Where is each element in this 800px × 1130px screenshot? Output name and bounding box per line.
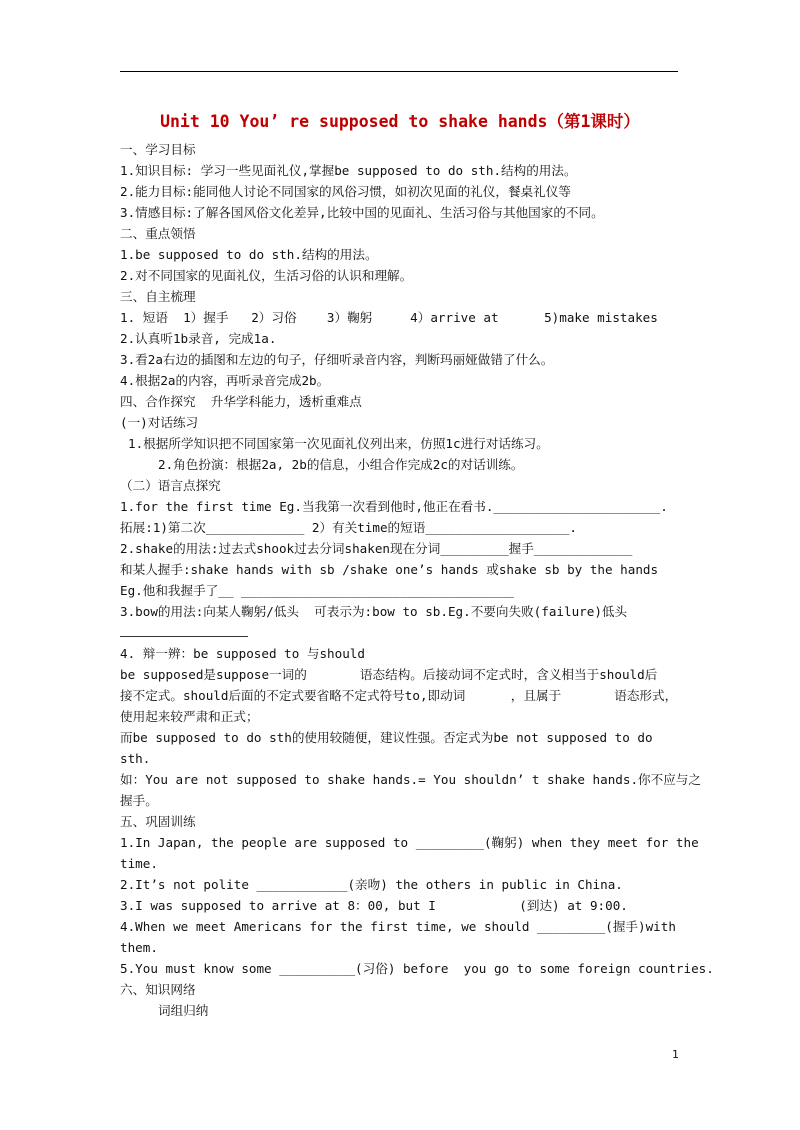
text-line: 接不定式。should后面的不定式要省略不定式符号to,即动词 ，且属于 语态形式， [120, 688, 678, 703]
exercise-line: them. [120, 940, 158, 955]
text-line: 握手。 [120, 793, 158, 808]
section-heading: 三、自主梳理 [120, 289, 196, 304]
answer-blank-line [120, 636, 248, 637]
text-line: 而be supposed to do sth的使用较随便，建议性强。否定式为be not supposed to do [120, 730, 653, 745]
text-line: 4.根据2a的内容，再听录音完成2b。 [120, 373, 330, 388]
text-line: 2.能力目标:能同他人讨论不同国家的风俗习惯，如初次见面的礼仪，餐桌礼仪等 [120, 184, 571, 199]
text-line: 如：You are not supposed to shake hands.= You shouldn’ t shake hands.你不应与之 [120, 772, 701, 787]
text-line: 1.be supposed to do sth.结构的用法。 [120, 247, 378, 262]
section-heading: 二、重点领悟 [120, 226, 196, 241]
text-line: be supposed是suppose一词的 语态结构。后接动词不定式时，含义相当于should后 [120, 667, 658, 682]
text-line: 1.for the first time Eg.当我第一次看到他时,他正在看书.______________________. [120, 499, 668, 514]
text-line: 2.shake的用法:过去式shook过去分词shaken现在分词_________握手_____________ [120, 541, 633, 556]
text-line: 1. 短语 1）握手 2）习俗 3）鞠躬 4）arrive at 5)make mistakes [120, 310, 658, 325]
text-line: sth. [120, 751, 151, 766]
header-rule [120, 71, 678, 72]
page-number: 1 [672, 1048, 679, 1061]
section-heading: 四、合作探究 升华学科能力，透析重难点 [120, 394, 362, 409]
text-line: 和某人握手:shake hands with sb /shake one’s hands 或shake sb by the hands [120, 562, 659, 577]
text-line: 4. 辩一辨：be supposed to 与should [120, 646, 365, 661]
exercise-line: 4.When we meet Americans for the first time, we should _________(握手)with [120, 919, 676, 934]
exercise-line: 5.You must know some __________(习俗) before you go to some foreign countries. [120, 961, 714, 976]
text-line: 1.知识目标: 学习一些见面礼仪,掌握be supposed to do sth.结构的用法。 [120, 163, 577, 178]
page-title: Unit 10 You’ re supposed to shake hands（第1课时） [160, 112, 640, 131]
text-line: 2.角色扮演：根据2a, 2b的信息，小组合作完成2c的对话训练。 [158, 457, 524, 472]
text-line: 拓展:1)第二次_____________ 2）有关time的短语___________________. [120, 520, 577, 535]
subsection-heading: (一)对话练习 [120, 415, 199, 430]
text-line: 1.根据所学知识把不同国家第一次见面礼仪列出来，仿照1c进行对话练习。 [128, 436, 549, 451]
exercise-line: 3.I was supposed to arrive at 8：00, but I (到达) at 9:00. [120, 898, 628, 913]
text-line: 2.认真听1b录音, 完成1a. [120, 331, 277, 346]
text-line: 3.看2a右边的插图和左边的句子，仔细听录音内容，判断玛丽娅做错了什么。 [120, 352, 554, 367]
exercise-line: time. [120, 856, 158, 871]
text-line: Eg.他和我握手了__ ____________________________________ [120, 583, 515, 598]
section-heading: 六、知识网络 [120, 982, 196, 997]
section-heading: 一、学习目标 [120, 142, 196, 157]
text-line: 3.bow的用法:向某人鞠躬/低头 可表示为:bow to sb.Eg.不要向失败(failure)低头 [120, 604, 628, 619]
exercise-line: 2.It’s not polite ____________(亲吻) the others in public in China. [120, 877, 623, 892]
exercise-line: 1.In Japan, the people are supposed to _________(鞠躬) when they meet for the [120, 835, 699, 850]
text-line: 使用起来较严肃和正式； [120, 709, 259, 724]
text-line: 2.对不同国家的见面礼仪，生活习俗的认识和理解。 [120, 268, 413, 283]
text-line: 词组归纳 [158, 1003, 209, 1018]
section-heading: 五、巩固训练 [120, 814, 196, 829]
subsection-heading: （二）语言点探究 [120, 478, 221, 493]
text-line: 3.情感目标:了解各国风俗文化差异,比较中国的见面礼、生活习俗与其他国家的不同。 [120, 205, 604, 220]
